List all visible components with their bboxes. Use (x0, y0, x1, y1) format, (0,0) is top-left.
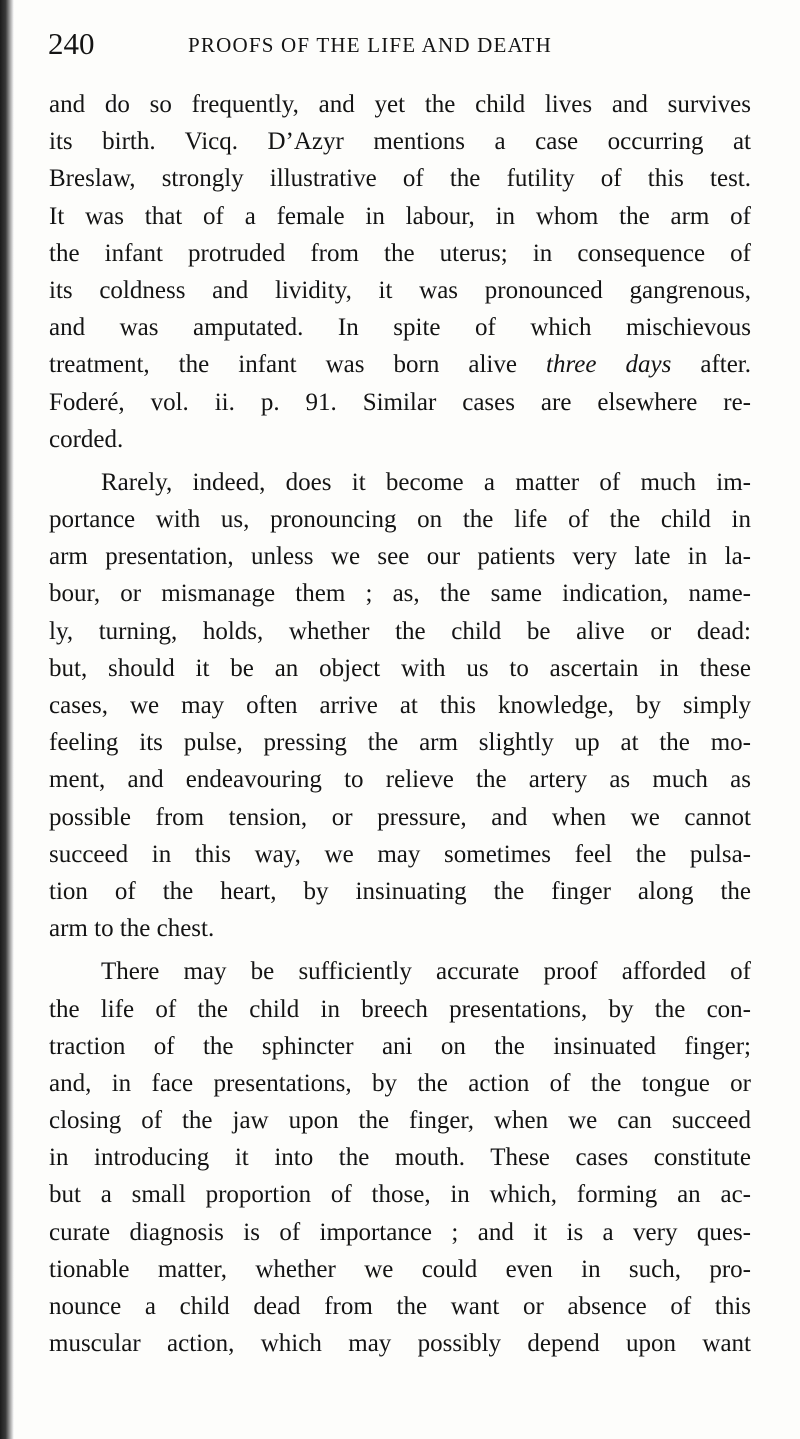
text-line: the infant protruded from the uterus; in consequence of (49, 239, 751, 267)
text-line: muscular action, which may possibly depend upon want (49, 1330, 751, 1358)
text-line: its coldness and lividity, it was pronounced gangrenous, (49, 276, 751, 304)
text-line: and do so frequently, and yet the child lives and survives (49, 91, 751, 118)
text-line: feeling its pulse, pressing the arm slightly up at the mo- (49, 729, 751, 757)
paragraph-first-line: Rarely, indeed, does it become a matter of much im- (101, 468, 751, 496)
text-run: after. (700, 351, 752, 379)
text-line: portance with us, pronouncing on the life of the child in (49, 506, 751, 534)
text-line: ly, turning, holds, whether the child be alive or dead: (49, 617, 751, 645)
text-line: traction of the sphincter ani on the insinuated finger; (49, 1032, 751, 1060)
page-number: 240 (48, 26, 95, 61)
running-title: PROOFS OF THE LIFE AND DEATH (188, 33, 553, 57)
text-line: ment, and endeavouring to relieve the artery as much as (49, 766, 751, 794)
body-text (49, 86, 751, 1362)
text-line: corded. (49, 425, 124, 453)
text-line: and was amputated. In spite of which mischievous (49, 314, 751, 342)
text-line: closing of the jaw upon the finger, when we can succeed (49, 1107, 751, 1135)
paragraph-first-line: There may be sufficiently accurate proof afforded of (101, 958, 751, 986)
text-line: It was that of a female in labour, in whom the arm of (49, 202, 751, 230)
text-line: bour, or mismanage them ; as, the same indication, name- (49, 580, 751, 608)
italic-phrase: three days (516, 351, 701, 379)
text-line: its birth. Vicq. D’Azyr mentions a case occurring at (49, 128, 751, 156)
text-line: tionable matter, whether we could even in such, pro- (49, 1255, 751, 1283)
text-line: tion of the heart, by insinuating the finger along the (49, 877, 751, 905)
text-line: Breslaw, strongly illustrative of the futility of this test. (49, 165, 751, 193)
text-line: nounce a child dead from the want or absence of this (49, 1293, 751, 1320)
text-line: Foderé, vol. ii. p. 91. Similar cases are elsewhere re- (49, 388, 751, 416)
text-line: but a small proportion of those, in which, forming an ac- (49, 1181, 751, 1209)
text-line: in introducing it into the mouth. These cases constitute (49, 1144, 751, 1172)
text-line: curate diagnosis is of importance ; and it is a very ques- (49, 1218, 751, 1246)
text-line: succeed in this way, we may sometimes feel the pulsa- (49, 840, 751, 868)
text-line: and, in face presentations, by the action of the tongue or (49, 1069, 751, 1097)
text-line: possible from tension, or pressure, and when we cannot (49, 803, 751, 831)
running-head (48, 22, 763, 66)
text-line: arm to the chest. (49, 915, 215, 943)
text-line: cases, we may often arrive at this knowledge, by simply (49, 692, 751, 719)
page-binding-shadow (0, 0, 14, 1439)
text-line: arm presentation, unless we see our patients very late in la- (49, 543, 751, 571)
text-line-with-italic (49, 346, 751, 383)
text-line: the life of the child in breech presentations, by the con- (49, 995, 751, 1023)
text-run: treatment, the infant was born alive (49, 351, 517, 379)
text-line: but, should it be an object with us to ascertain in these (49, 654, 751, 682)
